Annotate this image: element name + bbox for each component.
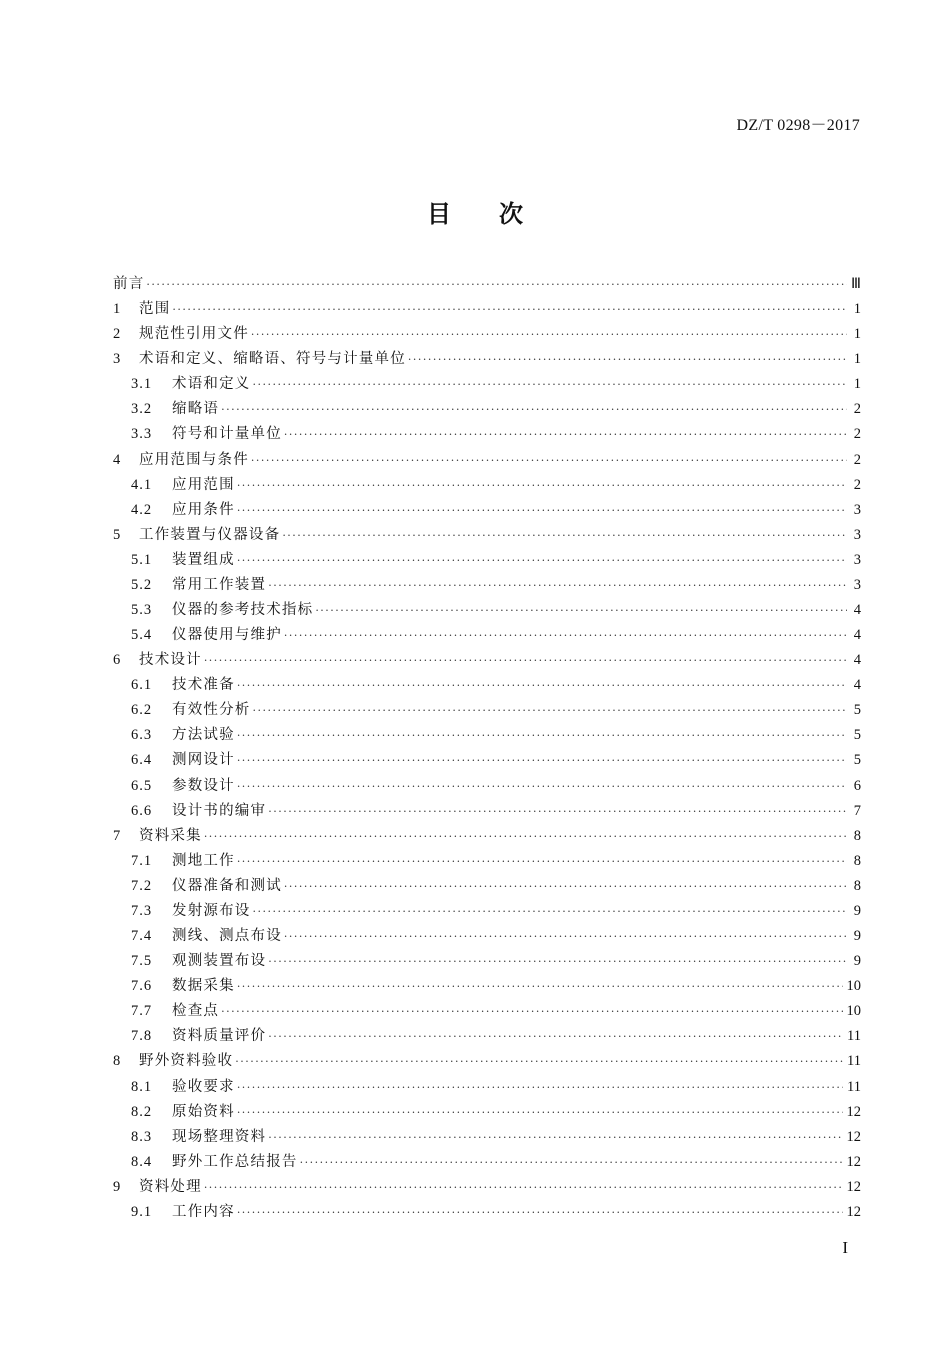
toc-entry-label: 技术准备 — [172, 677, 235, 694]
toc-entry-label: 发射源布设 — [172, 902, 251, 919]
toc-entry[interactable] — [113, 949, 861, 974]
toc-entry[interactable] — [113, 573, 861, 598]
toc-entry-number: 9.1 — [131, 1203, 153, 1220]
toc-entry-number: 7.4 — [131, 928, 153, 945]
toc-entry-number: 6.4 — [131, 752, 153, 769]
toc-entry[interactable] — [113, 1100, 861, 1125]
toc-entry-label: 原始资料 — [172, 1103, 235, 1120]
document-code: DZ/T 0298－2017 — [736, 117, 860, 134]
toc-entry-label: 工作装置与仪器设备 — [139, 526, 281, 543]
toc-entry-number: 6.2 — [131, 702, 153, 719]
toc-entry-page: 12 — [846, 1103, 861, 1120]
dot-leader — [235, 1049, 843, 1074]
dot-leader — [146, 272, 847, 297]
toc-entry[interactable] — [113, 397, 861, 422]
dot-leader — [172, 297, 847, 322]
toc-entry[interactable] — [113, 1200, 861, 1225]
dot-leader — [204, 824, 847, 849]
toc-entry-label: 仪器使用与维护 — [172, 627, 282, 644]
toc-entry-number: 4.2 — [131, 501, 153, 518]
toc-entry-page: 2 — [853, 451, 861, 468]
dot-leader — [300, 1150, 843, 1175]
toc-entry-number: 9 — [113, 1178, 122, 1195]
dot-leader — [282, 523, 847, 548]
toc-title: 目次 — [427, 200, 571, 228]
toc-entry-number: 6.5 — [131, 777, 153, 794]
toc-entry-page: 12 — [846, 1153, 861, 1170]
dot-leader — [268, 1125, 842, 1150]
toc-entry[interactable] — [113, 648, 861, 673]
toc-entry-label: 规范性引用文件 — [139, 326, 249, 343]
toc-entry-page: 1 — [853, 351, 861, 368]
toc-entry-label: 资料处理 — [139, 1178, 202, 1195]
toc-entry-page: 1 — [853, 326, 861, 343]
toc-entry-page: 12 — [846, 1203, 861, 1220]
toc-entry[interactable] — [113, 297, 861, 322]
toc-entry-page: 4 — [853, 652, 861, 669]
toc-entry-page: 11 — [847, 1053, 861, 1070]
toc-entry[interactable] — [113, 899, 861, 924]
dot-leader — [251, 448, 847, 473]
dot-leader — [268, 573, 847, 598]
toc-entry-number: 7.6 — [131, 978, 153, 995]
toc-entry-label: 方法试验 — [172, 727, 235, 744]
toc-entry-page: 12 — [846, 1178, 861, 1195]
toc-entry[interactable] — [113, 1125, 861, 1150]
toc-entry-label: 检查点 — [172, 1003, 220, 1020]
toc-entry[interactable] — [113, 598, 861, 623]
toc-entry-number: 3.2 — [131, 401, 153, 418]
dot-leader — [237, 548, 847, 573]
dot-leader — [237, 498, 847, 523]
toc-entry[interactable] — [113, 347, 861, 372]
toc-entry-page: 11 — [847, 1028, 861, 1045]
toc-entry-label: 仪器的参考技术指标 — [172, 602, 314, 619]
toc-entry-label: 现场整理资料 — [172, 1128, 267, 1145]
dot-leader — [237, 673, 847, 698]
toc-entry-number: 7.7 — [131, 1003, 153, 1020]
toc-entry-label: 测线、测点布设 — [172, 928, 282, 945]
dot-leader — [237, 774, 847, 799]
toc-entry-page: 9 — [853, 902, 861, 919]
toc-entry-label: 缩略语 — [172, 401, 220, 418]
toc-entry-label: 前言 — [113, 276, 145, 292]
toc-entry-page: 12 — [846, 1128, 861, 1145]
toc-entry[interactable] — [113, 498, 861, 523]
toc-entry-number: 7.3 — [131, 902, 153, 919]
toc-entry-page: 8 — [853, 827, 861, 844]
toc-entry[interactable] — [113, 422, 861, 447]
toc-entry-page: 2 — [853, 426, 861, 443]
page-number: I — [842, 1238, 848, 1257]
dot-leader — [284, 874, 847, 899]
toc-entry-page: 3 — [853, 551, 861, 568]
toc-entry-page: 6 — [853, 777, 861, 794]
toc-entry[interactable] — [113, 272, 861, 297]
dot-leader — [237, 748, 847, 773]
dot-leader — [237, 723, 847, 748]
toc-entry-label: 应用范围 — [172, 476, 235, 493]
toc-entry-number: 8.4 — [131, 1153, 153, 1170]
toc-entry-number: 8.2 — [131, 1103, 153, 1120]
toc-entry-number: 8.3 — [131, 1128, 153, 1145]
toc-entry-number: 5 — [113, 526, 122, 543]
table-of-contents — [113, 272, 861, 1225]
dot-leader — [253, 372, 848, 397]
toc-entry-number: 3.1 — [131, 376, 153, 393]
toc-entry-label: 有效性分析 — [172, 702, 251, 719]
toc-entry-label: 数据采集 — [172, 978, 235, 995]
toc-entry-page: 5 — [853, 702, 861, 719]
toc-entry-number: 5.3 — [131, 602, 153, 619]
toc-entry-label: 资料采集 — [139, 827, 202, 844]
toc-entry-label: 应用范围与条件 — [139, 451, 249, 468]
toc-entry-label: 测地工作 — [172, 852, 235, 869]
toc-entry-number: 6.6 — [131, 802, 153, 819]
toc-entry-number: 7.2 — [131, 877, 153, 894]
toc-entry-number: 4 — [113, 451, 122, 468]
toc-entry[interactable] — [113, 723, 861, 748]
toc-entry-number: 4.1 — [131, 476, 153, 493]
dot-leader — [284, 623, 847, 648]
dot-leader — [253, 899, 848, 924]
toc-entry[interactable] — [113, 849, 861, 874]
toc-entry-label: 资料质量评价 — [172, 1028, 267, 1045]
toc-entry-page: 3 — [853, 576, 861, 593]
toc-entry[interactable] — [113, 473, 861, 498]
toc-entry[interactable] — [113, 623, 861, 648]
toc-entry[interactable] — [113, 322, 861, 347]
toc-entry-page: 10 — [846, 978, 861, 995]
dot-leader — [221, 999, 842, 1024]
dot-leader — [315, 598, 847, 623]
toc-entry-page: 4 — [853, 602, 861, 619]
toc-entry-page: 1 — [853, 376, 861, 393]
toc-entry[interactable] — [113, 824, 861, 849]
toc-entry-number: 8 — [113, 1053, 122, 1070]
toc-entry[interactable] — [113, 673, 861, 698]
toc-entry-page: 5 — [853, 752, 861, 769]
toc-entry[interactable] — [113, 372, 861, 397]
dot-leader — [253, 698, 848, 723]
toc-entry-label: 验收要求 — [172, 1078, 235, 1095]
toc-entry-number: 6.1 — [131, 677, 153, 694]
toc-entry-number: 5.4 — [131, 627, 153, 644]
dot-leader — [204, 648, 847, 673]
toc-entry-number: 2 — [113, 326, 122, 343]
toc-entry-page: 2 — [853, 476, 861, 493]
toc-entry-page: 7 — [853, 802, 861, 819]
toc-entry[interactable] — [113, 1075, 861, 1100]
toc-entry[interactable] — [113, 523, 861, 548]
toc-entry[interactable] — [113, 974, 861, 999]
toc-entry-page: 11 — [847, 1078, 861, 1095]
toc-entry-number: 5.1 — [131, 551, 153, 568]
toc-entry[interactable] — [113, 999, 861, 1024]
toc-entry-label: 测网设计 — [172, 752, 235, 769]
dot-leader — [204, 1175, 843, 1200]
toc-entry-label: 装置组成 — [172, 551, 235, 568]
toc-entry-label: 范围 — [139, 301, 171, 318]
toc-entry[interactable] — [113, 1175, 861, 1200]
toc-entry-label: 野外资料验收 — [139, 1053, 234, 1070]
toc-entry[interactable] — [113, 799, 861, 824]
toc-entry[interactable] — [113, 698, 861, 723]
toc-entry-label: 野外工作总结报告 — [172, 1153, 298, 1170]
toc-entry[interactable] — [113, 548, 861, 573]
toc-entry[interactable] — [113, 748, 861, 773]
toc-entry-page: 1 — [853, 301, 861, 318]
toc-entry-page: 8 — [853, 877, 861, 894]
toc-entry[interactable] — [113, 1150, 861, 1175]
toc-entry-label: 工作内容 — [172, 1203, 235, 1220]
toc-entry-label: 常用工作装置 — [172, 576, 267, 593]
toc-entry-label: 技术设计 — [139, 652, 202, 669]
toc-entry[interactable] — [113, 774, 861, 799]
toc-entry[interactable] — [113, 874, 861, 899]
toc-entry-page: 3 — [853, 526, 861, 543]
toc-entry-number: 1 — [113, 301, 122, 318]
toc-entry-number: 7.5 — [131, 953, 153, 970]
toc-entry-label: 参数设计 — [172, 777, 235, 794]
toc-entry-number: 7.8 — [131, 1028, 153, 1045]
toc-entry-page: 3 — [853, 501, 861, 518]
toc-entry-page: 4 — [853, 627, 861, 644]
toc-entry-page: Ⅲ — [851, 276, 861, 292]
dot-leader — [268, 949, 847, 974]
dot-leader — [284, 422, 847, 447]
toc-entry-page: 10 — [846, 1003, 861, 1020]
toc-entry-label: 仪器准备和测试 — [172, 877, 282, 894]
dot-leader — [268, 799, 847, 824]
toc-entry-page: 9 — [853, 928, 861, 945]
toc-entry-number: 8.1 — [131, 1078, 153, 1095]
toc-entry-label: 应用条件 — [172, 501, 235, 518]
dot-leader — [237, 473, 847, 498]
toc-entry-label: 观测装置布设 — [172, 953, 267, 970]
dot-leader — [237, 849, 847, 874]
toc-entry[interactable] — [113, 924, 861, 949]
dot-leader — [408, 347, 847, 372]
dot-leader — [251, 322, 847, 347]
toc-entry-label: 术语和定义、缩略语、符号与计量单位 — [139, 351, 406, 368]
toc-entry-page: 8 — [853, 852, 861, 869]
dot-leader — [268, 1024, 843, 1049]
dot-leader — [237, 974, 843, 999]
toc-entry-number: 5.2 — [131, 576, 153, 593]
dot-leader — [284, 924, 847, 949]
toc-entry[interactable] — [113, 1049, 861, 1074]
toc-entry-page: 5 — [853, 727, 861, 744]
toc-entry-label: 符号和计量单位 — [172, 426, 282, 443]
dot-leader — [237, 1200, 843, 1225]
toc-entry-label: 术语和定义 — [172, 376, 251, 393]
toc-entry-number: 7 — [113, 827, 122, 844]
toc-entry-page: 2 — [853, 401, 861, 418]
dot-leader — [237, 1100, 843, 1125]
toc-entry-number: 3 — [113, 351, 122, 368]
toc-entry-label: 设计书的编审 — [172, 802, 267, 819]
toc-entry-number: 6.3 — [131, 727, 153, 744]
dot-leader — [237, 1075, 843, 1100]
toc-entry-page: 4 — [853, 677, 861, 694]
toc-entry-number: 6 — [113, 652, 122, 669]
toc-entry-number: 7.1 — [131, 852, 153, 869]
toc-entry[interactable] — [113, 1024, 861, 1049]
toc-entry-page: 9 — [853, 953, 861, 970]
toc-entry[interactable] — [113, 448, 861, 473]
toc-entry-number: 3.3 — [131, 426, 153, 443]
dot-leader — [221, 397, 847, 422]
